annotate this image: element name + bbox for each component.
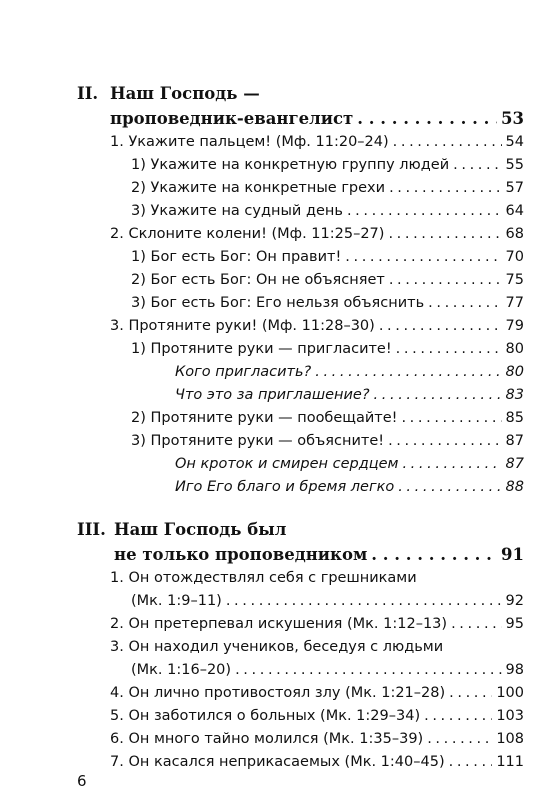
dot-leader	[451, 616, 501, 632]
dot-leader	[347, 203, 502, 219]
section-2-title-line-1	[110, 84, 500, 108]
entry-title: Бог есть Бог: Он не объясняет	[150, 272, 385, 288]
toc-entry	[110, 226, 524, 250]
page-ref: 57	[505, 180, 524, 196]
toc-entry	[110, 134, 524, 158]
dot-leader	[424, 708, 492, 724]
entry-number: 1)	[131, 341, 146, 357]
entry-number: 3.	[110, 318, 124, 334]
dot-leader	[388, 433, 501, 449]
section-3-title-line-1	[114, 520, 504, 544]
entry-number: 1.	[110, 134, 124, 150]
dot-leader	[396, 341, 502, 357]
section-3-numeral: III.	[77, 520, 106, 539]
toc-entry-section-2	[110, 109, 524, 133]
toc-entry	[110, 754, 524, 778]
entry-title: Бог есть Бог: Он правит!	[150, 249, 342, 265]
page-ref: 87	[505, 433, 524, 449]
entry-number: 5.	[110, 708, 124, 724]
toc-entry	[175, 456, 524, 480]
entry-number: 2.	[110, 616, 124, 632]
toc-entry	[110, 731, 524, 755]
entry-number: 2)	[131, 180, 146, 196]
page-ref: 70	[505, 249, 524, 265]
toc-entry	[110, 685, 524, 709]
dot-leader	[374, 387, 502, 403]
entry-number: 1)	[131, 249, 146, 265]
toc-entry-section-3	[114, 545, 524, 569]
page-number: 6	[77, 772, 87, 790]
page-ref: 53	[501, 109, 524, 128]
dot-leader	[453, 157, 501, 173]
toc-entry	[131, 410, 524, 434]
entry-title: Укажите пальцем! (Мф. 11:20–24)	[128, 134, 389, 150]
section-3-title-text-1: Наш Господь был	[114, 520, 287, 539]
toc-entry	[131, 249, 524, 273]
toc-entry	[175, 387, 524, 411]
page-ref: 87	[505, 456, 524, 472]
entry-title-continued: (Мк. 1:16–20)	[131, 662, 232, 678]
toc-entry	[175, 479, 524, 503]
entry-number: 3)	[131, 203, 146, 219]
entry-title: Он много тайно молился (Мк. 1:35–39)	[128, 731, 424, 747]
page-ref: 95	[505, 616, 524, 632]
toc-entry	[175, 364, 524, 388]
page-ref: 98	[505, 662, 524, 678]
dot-leader	[388, 226, 501, 242]
dot-leader	[357, 109, 497, 128]
toc-entry	[131, 433, 524, 457]
page-ref: 55	[505, 157, 524, 173]
entry-number: 2)	[131, 410, 146, 426]
toc-entry	[131, 180, 524, 204]
entry-title: Укажите на судный день	[150, 203, 343, 219]
toc-entry	[131, 272, 524, 296]
entry-title: Иго Его благо и бремя легко	[175, 479, 395, 495]
section-2-title-text-2: проповедник-евангелист	[110, 109, 354, 128]
entry-title: Он заботился о больных (Мк. 1:29–34)	[128, 708, 421, 724]
dot-leader	[449, 685, 492, 701]
section-2-numeral: II.	[77, 84, 99, 103]
toc-entry	[131, 295, 524, 319]
toc-entry	[131, 341, 524, 365]
entry-number: 1.	[110, 570, 124, 586]
page-ref: 75	[505, 272, 524, 288]
toc-entry	[131, 203, 524, 227]
page-ref: 103	[496, 708, 524, 724]
page-ref: 83	[505, 387, 524, 403]
dot-leader	[226, 593, 502, 609]
page-ref: 108	[496, 731, 524, 747]
page-ref: 64	[505, 203, 524, 219]
page-ref: 88	[505, 479, 524, 495]
page-ref: 80	[505, 341, 524, 357]
entry-title: Он лично противостоял злу (Мк. 1:21–28)	[128, 685, 446, 701]
toc-entry	[131, 157, 524, 181]
dot-leader	[393, 134, 502, 150]
page-ref: 68	[505, 226, 524, 242]
dot-leader	[379, 318, 502, 334]
dot-leader	[401, 410, 501, 426]
entry-number: 2.	[110, 226, 124, 242]
page-ref: 100	[496, 685, 524, 701]
entry-number: 1)	[131, 157, 146, 173]
dot-leader	[428, 295, 501, 311]
toc-entry-line-1	[110, 570, 524, 594]
entry-title: Бог есть Бог: Его нельзя объяснить	[150, 295, 425, 311]
entry-title: Укажите на конкретные грехи	[150, 180, 386, 196]
entry-number: 3)	[131, 433, 146, 449]
toc-entry	[110, 318, 524, 342]
section-2-title-text-1: Наш Господь —	[110, 84, 260, 103]
entry-title: Он касался неприкасаемых (Мк. 1:40–45)	[128, 754, 445, 770]
entry-title: Он кроток и смирен сердцем	[175, 456, 399, 472]
page-ref: 111	[496, 754, 524, 770]
entry-number: 3.	[110, 639, 124, 655]
dot-leader	[389, 272, 502, 288]
toc-entry	[110, 616, 524, 640]
page-ref: 85	[505, 410, 524, 426]
page-ref: 80	[505, 364, 524, 380]
dot-leader	[389, 180, 501, 196]
entry-title: Протяните руки — объясните!	[150, 433, 385, 449]
dot-leader	[449, 754, 493, 770]
dot-leader	[402, 456, 501, 472]
toc-entry-line-2	[131, 593, 524, 617]
dot-leader	[315, 364, 501, 380]
toc-entry-line-1	[110, 639, 524, 663]
entry-title: Он находил учеников, беседуя с людьми	[128, 639, 444, 655]
entry-number: 4.	[110, 685, 124, 701]
entry-title: Он претерпевал искушения (Мк. 1:12–13)	[128, 616, 448, 632]
dot-leader	[345, 249, 501, 265]
page-ref: 92	[505, 593, 524, 609]
entry-number: 2)	[131, 272, 146, 288]
page-ref: 91	[501, 545, 524, 564]
toc-entry-line-2	[131, 662, 524, 686]
page-ref: 77	[505, 295, 524, 311]
entry-number: 7.	[110, 754, 124, 770]
entry-title: Укажите на конкретную группу людей	[150, 157, 450, 173]
entry-title: Протяните руки — пообещайте!	[150, 410, 398, 426]
page-ref: 79	[505, 318, 524, 334]
entry-title: Что это за приглашение?	[175, 387, 370, 403]
section-3-title-text-2: не только проповедником	[114, 545, 368, 564]
entry-title: Кого пригласить?	[175, 364, 312, 380]
dot-leader	[371, 545, 497, 564]
entry-number: 3)	[131, 295, 146, 311]
entry-number: 6.	[110, 731, 124, 747]
page-ref: 54	[505, 134, 524, 150]
entry-title: Склоните колени! (Мф. 11:25–27)	[128, 226, 385, 242]
entry-title: Протяните руки — пригласите!	[150, 341, 392, 357]
dot-leader	[398, 479, 501, 495]
entry-title-continued: (Мк. 1:9–11)	[131, 593, 222, 609]
entry-title: Он отождествлял себя с грешниками	[128, 570, 417, 586]
entry-title: Протяните руки! (Мф. 11:28–30)	[128, 318, 375, 334]
toc-entry	[110, 708, 524, 732]
dot-leader	[235, 662, 501, 678]
dot-leader	[427, 731, 492, 747]
